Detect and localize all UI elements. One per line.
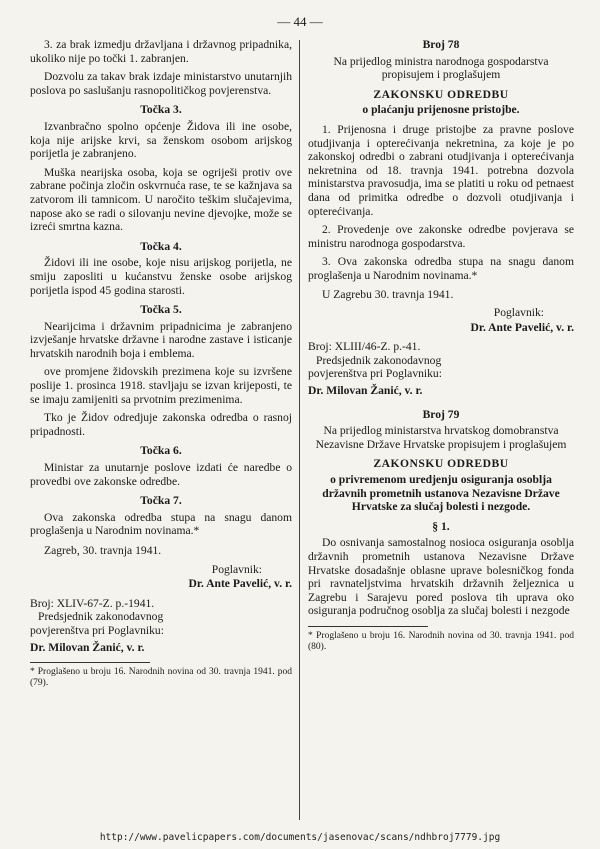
paragraph: Židovi ili ine osobe, koje nisu arijskog porijetla, ne smiju zaposliti u kućanstvu ženske osobe arijskog porijetla ispod 45 godina starosti. <box>30 256 292 297</box>
paragraph: ove promjene židovskih prezimena koje su izvršene poslije 1. prosinca 1918. stavljaju se izvan krijeposti, te se imaju zamijeniti sa prvotnim prezimenima. <box>30 365 292 406</box>
paragraph: Ministar za unutarnje poslove izdati će naredbe o provedbi ove zakonske odredbe. <box>30 461 292 488</box>
paragraph: Ova zakonska odredba stupa na snagu danom proglašenja u Narodnim novinama.* <box>30 510 292 538</box>
source-url: http://www.pavelicpapers.com/documents/jasenovac/scans/ndhbroj7779.jpg <box>99 832 501 843</box>
date-line: U Zagrebu 30. travnja 1941. <box>322 287 454 301</box>
signature-title: Poglavnik: <box>211 562 262 576</box>
signature-title: povjerenštva pri Poglavniku: <box>308 367 442 381</box>
decree-heading: ZAKONSKU ODREDBU <box>373 457 509 471</box>
decree-number: Broj 79 <box>422 407 460 421</box>
decree-subheading: o plaćanju prijenosne pristojbe. <box>362 103 520 117</box>
decree-heading: ZAKONSKU ODREDBU <box>373 87 509 101</box>
column-divider <box>299 40 300 820</box>
section-heading: § 1. <box>432 519 450 533</box>
section-heading: Točka 7. <box>140 494 182 508</box>
paragraph: Dozvolu za takav brak izdaje ministarstvo unutarnjih poslova po saslušanju rasnopolitičkog povjerenstva. <box>30 70 292 97</box>
paragraph: Nearijcima i državnim pripadnicima je zabranjeno izvješanje hrvatske državne i narodne zastave i isticanje hrvatskih narodnih boja i emblema. <box>30 319 292 360</box>
footnote: * Proglašeno u broju 16. Narodnih novina od 30. travnja 1941. pod (79). <box>30 667 292 689</box>
paragraph: 3. za brak izmedju državljana i državnog pripadnika, ukoliko nije po točki 1. zabranjen. <box>30 38 292 65</box>
decree-intro: Na prijedlog ministra narodnoga gospodarstva propisujem i proglašujem <box>333 54 549 82</box>
decree-subheading: o privremenom uredjenju osiguranja osoblja državnih prometnih ustanova Nezavisne Države Hrvatske za slučaj bolesti i nezgode. <box>322 473 560 514</box>
paragraph: Izvanbračno spolno općenje Židova ili ine osobe, koja nije arijske krvi, sa ženskom osobom arijskog porijetla je zabranjeno. <box>30 119 292 161</box>
signature-title: Predsjednik zakonodavnog <box>38 610 164 624</box>
footnote: * Proglašeno u broju 16. Narodnih novina od 30. travnja 1941. pod (80). <box>308 630 574 652</box>
decree-intro: Na prijedlog ministarstva hrvatskog domobranstva Nezavisne Države Hrvatske propisujem i proglašujem <box>315 424 567 451</box>
section-heading: Točka 5. <box>140 303 182 317</box>
signature-name: Dr. Ante Pavelić, v. r. <box>470 320 574 334</box>
left-column <box>30 38 292 689</box>
paragraph: 1. Prijenosna i druge pristojbe za pravne poslove otudjivanja i opterećivanja nekretnina, za koje je po zakonskoj odredbi o zabrani otudjivanja i opterećivanja nekretnina od 18. travnja 1941. potrebna dozvola ministarstva pravosudja, ima se platiti u roku od petnaest dana od primitka odredbe o dozvoli otudjivanja i opterećivanja. <box>308 122 574 218</box>
signature-name: Dr. Milovan Žanić, v. r. <box>308 384 423 398</box>
footnote-rule <box>30 662 150 663</box>
section-heading: Točka 3. <box>140 103 182 117</box>
page-number: — 44 — <box>277 14 323 29</box>
paragraph: Do osnivanja samostalnog nosioca osiguranja osoblja državnih prometnih ustanova Nezavisne Države Hrvatske dosadašnje oblasne uprave bolesničkog fonda pri ravnateljstvima hrvatskih državnih željeznica u Zagrebu i Sarajevu pored poslova tih uprava oko osiguranja područnog osoblja za slučaj bolesti i nezgode <box>308 536 574 618</box>
signature-name: Dr. Ante Pavelić, v. r. <box>188 577 292 591</box>
reference-number: Broj: XLIII/46-Z. p.-41. <box>308 340 421 354</box>
footnote-rule <box>308 626 428 627</box>
paragraph: Tko je Židov odredjuje zakonska odredba o rasnoj pripadnosti. <box>30 411 292 438</box>
signature-title: Poglavnik: <box>493 306 544 320</box>
signature-title: povjerenštva pri Poglavniku: <box>30 623 164 637</box>
signature-title: Predsjednik zakonodavnog <box>316 353 442 367</box>
decree-number: Broj 78 <box>422 38 460 51</box>
paragraph: Muška nearijska osoba, koja se ogriješi protiv ove zabrane počinja zločin oskvrnuća rase, te se kažnjava sa zatvorom ili tamnicom. U naročito teškim slučajevima, napose ako se radi o silovanju nevine djevojke, može se izreći smrtna kazna. <box>30 165 292 234</box>
paragraph: 3. Ova zakonska odredba stupa na snagu danom proglašenja u Narodnim novinama.* <box>308 255 574 282</box>
signature-name: Dr. Milovan Žanić, v. r. <box>30 640 145 654</box>
reference-number: Broj: XLIV-67-Z. p.-1941. <box>30 596 155 610</box>
right-column <box>308 38 574 653</box>
paragraph: 2. Provedenje ove zakonske odredbe povjerava se ministru narodnoga gospodarstva. <box>308 223 574 250</box>
section-heading: Točka 4. <box>140 239 182 253</box>
date-line: Zagreb, 30. travnja 1941. <box>44 544 162 557</box>
section-heading: Točka 6. <box>140 444 182 458</box>
